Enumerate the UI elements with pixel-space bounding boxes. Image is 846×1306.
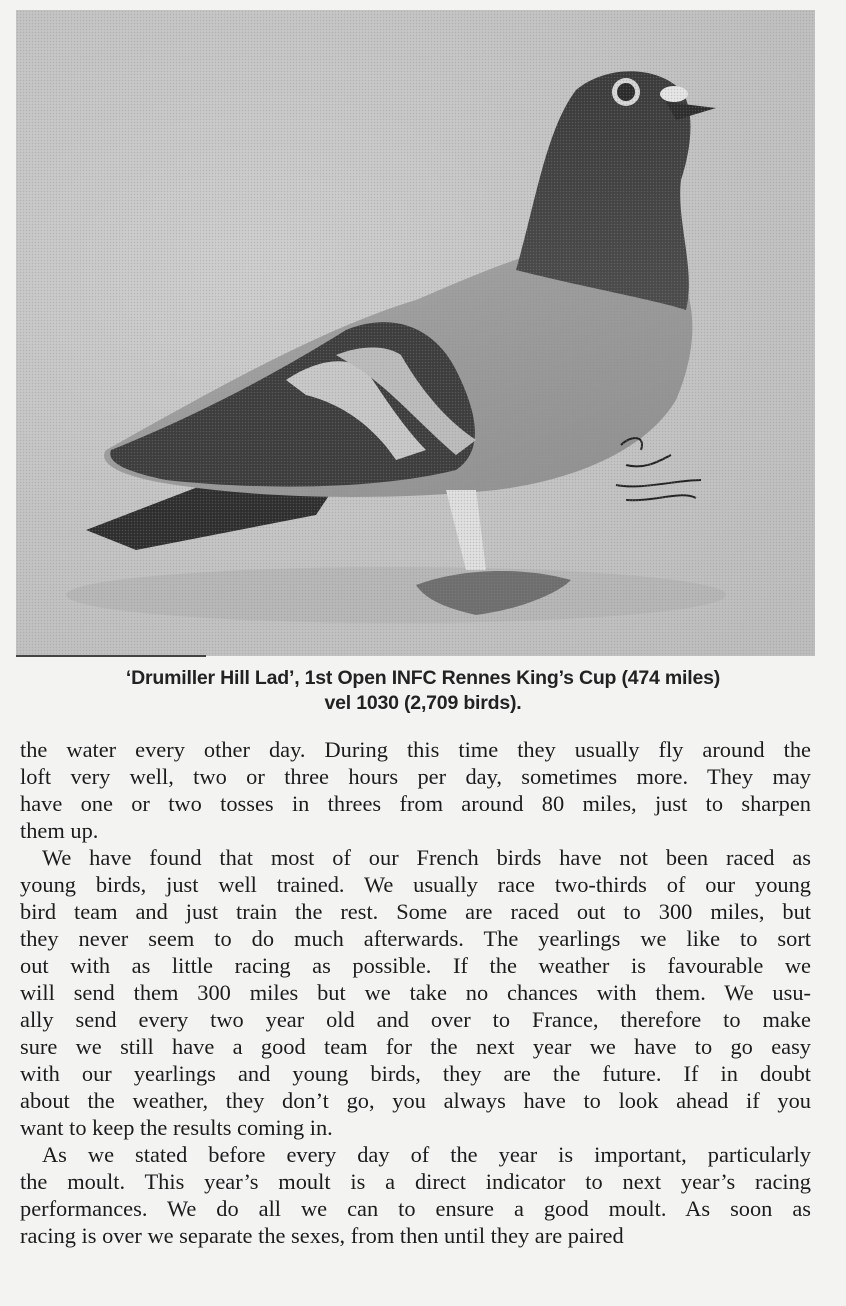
text-line: with our yearlings and young birds, they are the future. If in doubt (20, 1061, 811, 1086)
paragraph (20, 736, 811, 844)
text-line: have one or two tosses in threes from around 80 miles, just to sharpen (20, 791, 811, 816)
paragraph (20, 1141, 811, 1249)
photo-bottom-rule (16, 655, 206, 657)
text-line: young birds, just well trained. We usually race two-thirds of our young (20, 872, 811, 897)
text-line: ally send every two year old and over to France, therefore to make (20, 1007, 811, 1032)
text-line: the water every other day. During this time they usually fly around the (20, 737, 811, 762)
figure-caption (0, 666, 846, 716)
text-line: will send them 300 miles but we take no chances with them. We usu- (20, 980, 811, 1005)
text-line: bird team and just train the rest. Some are raced out to 300 miles, but (20, 899, 811, 924)
text-line: about the weather, they don’t go, you always have to look ahead if you (20, 1088, 811, 1113)
text-line: they never seem to do much afterwards. The yearlings we like to sort (20, 926, 811, 951)
text-line: them up. (20, 818, 99, 843)
text-line: As we stated before every day of the year is important, particularly (42, 1142, 811, 1167)
text-line: racing is over we separate the sexes, from then until they are paired (20, 1223, 624, 1248)
text-line: out with as little racing as possible. If the weather is favourable we (20, 953, 811, 978)
text-line: want to keep the results coming in. (20, 1115, 333, 1140)
paragraph (20, 844, 811, 1141)
pigeon-illustration (16, 10, 815, 656)
text-line: performances. We do all we can to ensure a good moult. As soon as (20, 1196, 811, 1221)
text-line: the moult. This year’s moult is a direct indicator to next year’s racing (20, 1169, 811, 1194)
text-line: We have found that most of our French birds have not been raced as (42, 845, 811, 870)
pigeon-photograph (16, 10, 815, 656)
artist-signature (616, 438, 701, 500)
caption-line: ‘Drumiller Hill Lad’, 1st Open INFC Rennes King’s Cup (474 miles) (125, 667, 721, 689)
text-line: sure we still have a good team for the next year we have to go easy (20, 1034, 811, 1059)
caption-line: vel 1030 (2,709 birds). (324, 692, 522, 714)
article-body (20, 736, 811, 1249)
text-line: loft very well, two or three hours per day, sometimes more. They may (20, 764, 811, 789)
